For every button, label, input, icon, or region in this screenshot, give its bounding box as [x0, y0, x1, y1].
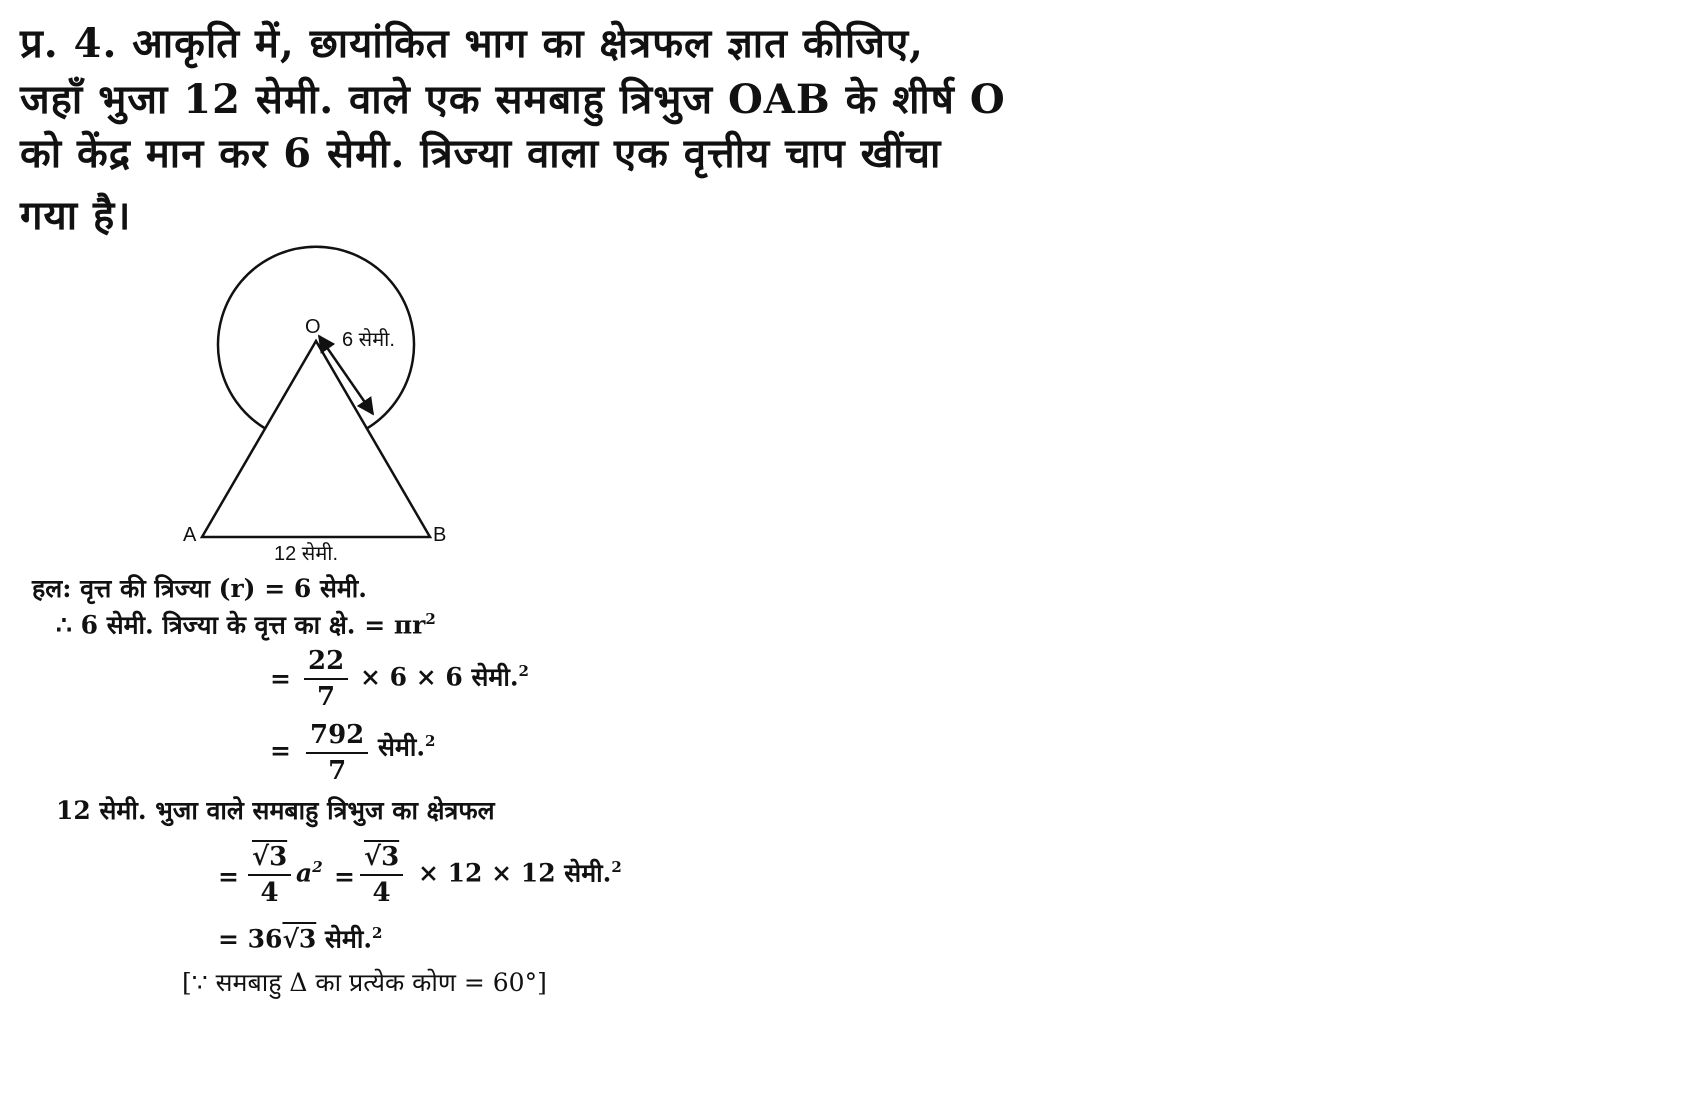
sqrt-3: √3 [252, 842, 288, 872]
side-label: 12 सेमी. [274, 543, 339, 565]
unit-text [378, 732, 436, 762]
unit-label: सेमी. [378, 732, 426, 762]
equals-sign: = [270, 736, 291, 765]
solution-line-5: 12 सेमी. भुजा वाले समबाहु त्रिभुज का क्षेत्रफल [56, 796, 495, 825]
solution-line-6-suffix [418, 858, 622, 888]
question-line-2: जहाँ भुजा 12 सेमी. वाले एक समबाहु त्रिभुज OAB के शीर्ष O [20, 76, 1006, 123]
circle-area-text: ∴ 6 सेमी. त्रिज्या के वृत्त का क्षे. = πr [56, 610, 426, 640]
superscript-2: 2 [312, 858, 323, 876]
value-36: = 36 [218, 924, 283, 954]
solution-line-3-suffix [360, 662, 529, 692]
solution-line-1: हल: वृत्त की त्रिज्या (r) = 6 सेमी. [32, 574, 367, 603]
label-o: O [305, 316, 321, 338]
fraction-792-7 [306, 720, 368, 786]
solution-line-2 [56, 610, 436, 640]
equals-sign: = [218, 862, 239, 891]
sqrt-3: √3 [364, 842, 400, 872]
question-line-3: को केंद्र मान कर 6 सेमी. त्रिज्या वाला एक वृत्तीय चाप खींचा [20, 130, 942, 177]
fraction-sqrt3-4 [248, 842, 291, 908]
variable-a: a [296, 858, 313, 888]
fraction-denominator: 4 [372, 878, 391, 908]
radius-label: 6 सेमी. [342, 329, 395, 351]
label-b: B [433, 524, 447, 546]
a-squared [296, 858, 323, 888]
fraction-numerator [360, 842, 403, 876]
superscript-2: 2 [425, 732, 436, 750]
solution-note: [∵ समबाहु Δ का प्रत्येक कोण = 60°] [182, 968, 547, 997]
fraction-denominator: 4 [260, 878, 279, 908]
fraction-numerator: 22 [304, 646, 348, 680]
superscript-2: 2 [425, 610, 436, 628]
fraction-22-7 [304, 646, 348, 712]
solution-line-7 [218, 924, 383, 954]
equals-sign: = [270, 664, 291, 693]
fraction-denominator: 7 [328, 756, 347, 786]
multiply-text: × 6 × 6 सेमी. [360, 662, 519, 692]
fraction-numerator: 792 [306, 720, 368, 754]
equals-sign: = [334, 862, 355, 891]
question-line-1: प्र. 4. आकृति में, छायांकित भाग का क्षेत्रफल ज्ञात कीजिए, [20, 20, 924, 67]
superscript-2: 2 [372, 924, 383, 942]
question-line-4: गया है। [20, 192, 132, 239]
equilateral-triangle [202, 341, 430, 537]
unit-label: सेमी. [325, 924, 373, 954]
fraction-numerator [248, 842, 291, 876]
superscript-2: 2 [611, 858, 622, 876]
triangle-circle-figure [0, 0, 520, 620]
fraction-denominator: 7 [317, 682, 336, 712]
sqrt-3: √3 [282, 924, 317, 954]
label-a: A [183, 524, 197, 546]
fraction-sqrt3-4 [360, 842, 403, 908]
superscript-2: 2 [518, 662, 529, 680]
multiply-text: × 12 × 12 सेमी. [418, 858, 612, 888]
